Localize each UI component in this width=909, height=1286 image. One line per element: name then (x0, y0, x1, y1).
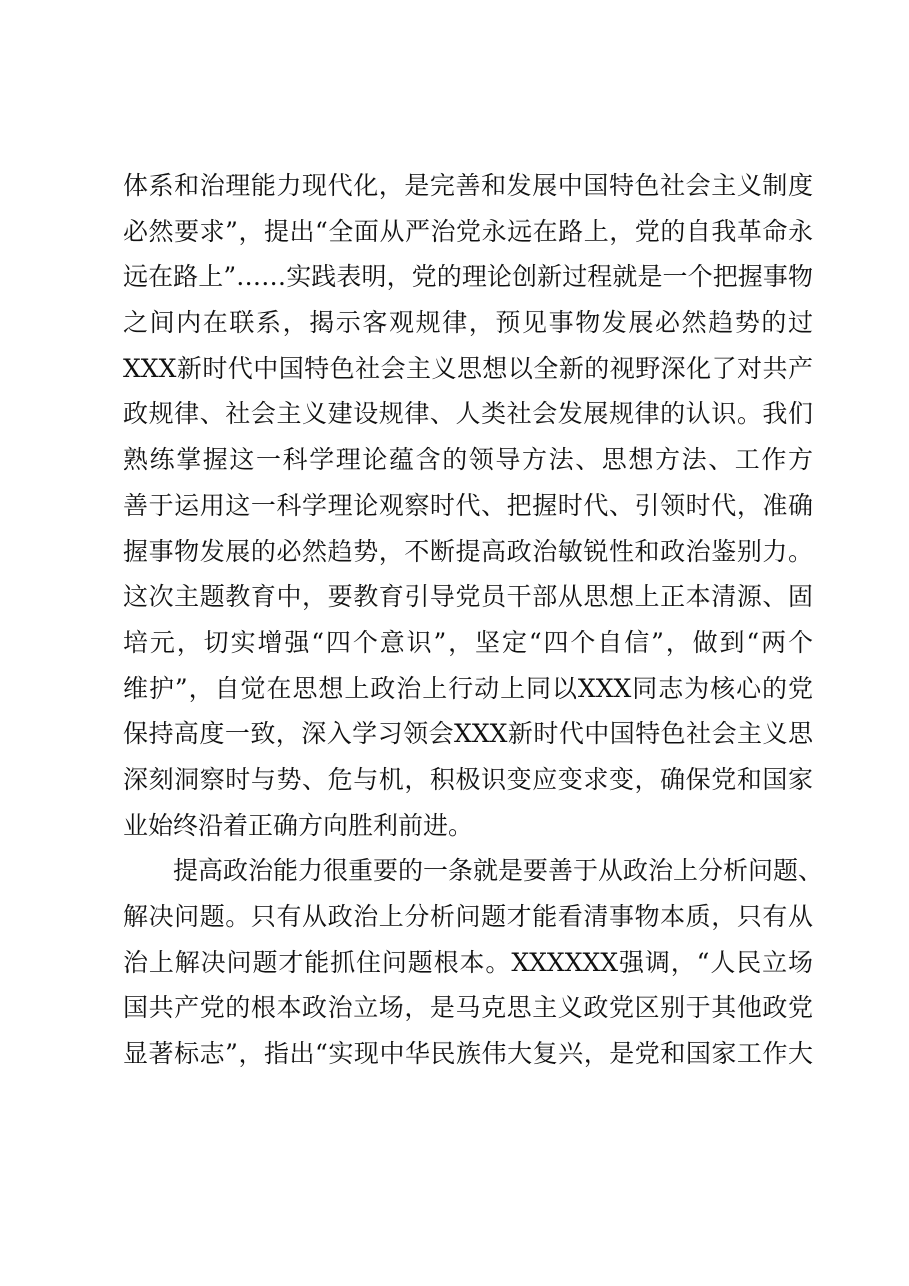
text-line: 解决问题。只有从政治上分析问题才能看清事物本质，只有从 (123, 902, 813, 931)
text-line: 深刻洞察时与势、危与机，积极识变应变求变，确保党和国家 (123, 764, 813, 794)
text-line: 远在路上”……实践表明，党的理论创新过程就是一个把握事物 (123, 262, 813, 292)
text-line: 熟练掌握这一科学理论蕴含的领导方法、思想方法、工作方 (123, 445, 813, 475)
text-line: 治上解决问题才能抓住问题根本。XXXXXX强调，“人民立场 (123, 947, 813, 977)
text-line: 保持高度一致，深入学习领会XXX新时代中国特色社会主义思 (123, 719, 813, 749)
text-line: 培元，切实增强“四个意识”，坚定“四个自信”，做到“两个 (123, 627, 813, 657)
text-line: 国共产党的根本政治立场，是马克思主义政党区别于其他政党 (123, 993, 813, 1023)
body-text (123, 163, 824, 1077)
text-line: 善于运用这一科学理论观察时代、把握时代、引领时代，准确 (123, 490, 813, 520)
text-line: 显著标志”，指出“实现中华民族伟大复兴，是党和国家工作大 (123, 1039, 813, 1069)
text-line: 政规律、社会主义建设规律、人类社会发展规律的认识。我们 (123, 399, 813, 429)
text-line: XXX新时代中国特色社会主义思想以全新的视野深化了对共产 (123, 353, 813, 383)
text-line: 之间内在联系，揭示客观规律，预见事物发展必然趋势的过 (123, 308, 813, 338)
paragraph-first-line: 提高政治能力很重要的一条就是要善于从政治上分析问题、 (173, 856, 824, 886)
text-line: 握事物发展的必然趋势，不断提高政治敏锐性和政治鉴别力。 (123, 536, 813, 566)
text-line: 体系和治理能力现代化，是完善和发展中国特色社会主义制度 (123, 171, 813, 200)
text-line: 业始终沿着正确方向胜利前进。 (123, 810, 474, 840)
text-line: 必然要求”，提出“全面从严治党永远在路上，党的自我革命永 (123, 216, 813, 246)
text-line: 这次主题教育中，要教育引导党员干部从思想上正本清源、固 (123, 582, 813, 612)
text-line: 维护”，自觉在思想上政治上行动上同以XXX同志为核心的党 (123, 673, 813, 703)
